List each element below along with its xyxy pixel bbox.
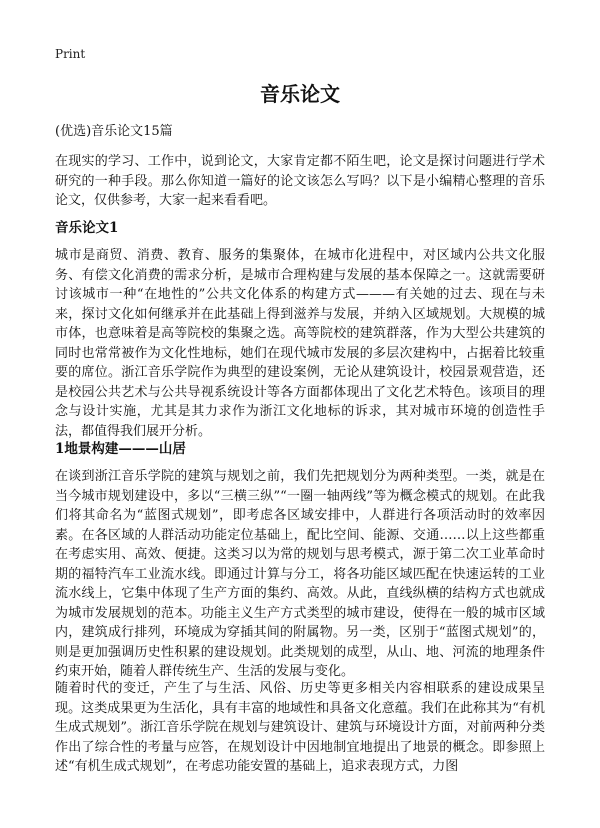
body-paragraph: 随着时代的变迁，产生了与生活、风俗、历史等更多相关内容相联系的建设成果呈现。这类成果更为生活化，具有丰富的地域性和具备文化意蕴。我们在此称其为“有机生成式规划”。浙江音乐学院在规划与建筑设计、建筑与环境设计方面，对前两种分类作出了综合性的考量与应答，在规划设计中因地制宜地提出了地景的概念。即参照上述“有机生成式规划”，在考虑功能安置的基础上，追求表现方式，力图 bbox=[55, 681, 545, 774]
page-title: 音乐论文 bbox=[260, 82, 340, 106]
print-link[interactable]: Print bbox=[55, 47, 86, 61]
intro-paragraph: 在现实的学习、工作中，说到论文，大家肯定都不陌生吧，论文是探讨问题进行学术研究的一种手段。那么你知道一篇好的论文该怎么写吗？以下是小编精心整理的音乐论文，仅供参考，大家一起来看看吧。 bbox=[55, 154, 545, 208]
subsection-heading: 1地景构建———山居 bbox=[55, 441, 186, 457]
document-subtitle: (优选)音乐论文15篇 bbox=[55, 124, 173, 139]
section-heading: 音乐论文1 bbox=[55, 220, 119, 236]
body-paragraph: 城市是商贸、消费、教育、服务的集聚体，在城市化进程中，对区域内公共文化服务、有偿文化消费的需求分析，是城市合理构建与发展的基本保障之一。这就需要研讨该城市一种“在地性的”公共文化体系的构建方式———有关她的过去、现在与未来，探讨文化如何继承并在此基础上得到滋养与发展，并纳入区域规划。大规模的城市体，也意味着是高等院校的集聚之选。高等院校的建筑群落，作为大型公共建筑的同时也常常被作为文化性地标，她们在现代城市发展的多层次建构中，占据着比较重要的席位。浙江音乐学院作为典型的建设案例，无论从建筑设计，校园景观营造，还是校园公共艺术与公共导视系统设计等各方面都体现出了文化艺术特色。该项目的理念与设计实施，尤其是其力求作为浙江文化地标的诉求，其对城市环境的创造性手法，都值得我们展开分析。 bbox=[55, 248, 545, 439]
body-paragraph: 在谈到浙江音乐学院的建筑与规划之前，我们先把规划分为两种类型。一类，就是在当今城市规划建设中，多以“三横三纵”“一圈一轴两线”等为概念模式的规划。在此我们将其命名为“蓝图式规划”，即考虑各区域安排中，人群进行各项活动时的效率因素。在各区域的人群活动功能定位基础上，配比空间、能源、交通……以上这些都重在考虑实用、高效、便捷。这类习以为常的规划与思考模式，源于第二次工业革命时期的福特汽车工业流水线。即通过计算与分工，将各功能区域匹配在快速运转的工业流水线上，它集中体现了生产方面的集约、高效。从此，直线纵横的结构方式也就成为城市发展规划的范本。功能主义生产方式类型的城市建设，使得在一般的城市区域内，建筑成行排列，环境成为穿插其间的附属物。另一类，区别于“蓝图式规划”的，则是更加强调历史性积累的建设规划。此类规划的成型，从山、地、河流的地理条件约束开始，随着人群传统生产、生活的发展与变化。 bbox=[55, 469, 545, 679]
